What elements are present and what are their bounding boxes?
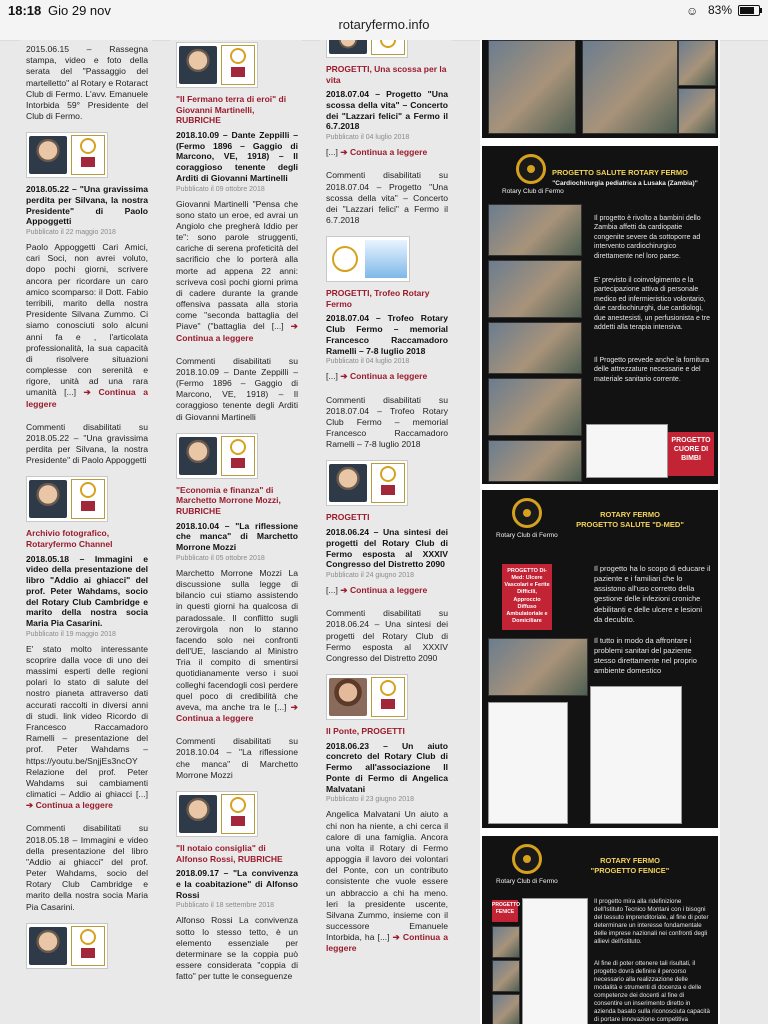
wifi-icon: ☺ bbox=[686, 4, 699, 18]
comments-disabled-note: Commenti disabilitati su 2018.10.09 – Dante Zeppilli – (Fermo 1896 – Gaggio di Marcono, VE, 1918) – Il coraggioso tenente degli Arditi di Giovanni Martinelli bbox=[176, 355, 298, 422]
post-thumbnail[interactable] bbox=[26, 132, 108, 178]
banner-text: Il tutto in modo da affrontare i problemi sanitari del paziente stesso direttamente nel proprio ambiente domestico bbox=[594, 636, 697, 676]
post-excerpt: E' stato molto interessante scoprire dalla voce di uno dei massimi esperti delle regioni polari lo stato di salute del nostro pianeta attraverso dati accurati raccolti in diversi anni di studi. link video Ricordo di Francesco Raccamadoro Ramelli – presentazione del prof. Peter Wahdams – https://youtu.be/SnjjEs3ncOY Relazione del prof. Peter Wahdams sui cambiamenti climatici – Addio ai ghiacci [...] bbox=[26, 643, 148, 800]
author-photo bbox=[329, 464, 367, 502]
post-item bbox=[320, 674, 452, 955]
read-more-link[interactable] bbox=[340, 585, 427, 595]
post-date: Pubblicato il 22 maggio 2018 bbox=[26, 229, 116, 237]
arrow-right-icon: ➔ bbox=[83, 387, 91, 398]
banner-photo bbox=[488, 204, 582, 256]
arrow-right-icon: ➔ bbox=[392, 932, 400, 943]
banner-photo bbox=[488, 40, 576, 134]
post-title[interactable]: 2018.05.18 – Immagini e video della presentazione del libro "Addio ai ghiacci" del prof. Peter Wahdams, socio del Rotary Club Cambridge e marito della nostra socia Maria Pia Casarini. bbox=[26, 553, 148, 629]
banner-photo bbox=[492, 926, 520, 958]
banner-photo bbox=[488, 440, 582, 482]
post-thumbnail[interactable] bbox=[176, 791, 258, 837]
banner-cuore-di-bimbi[interactable] bbox=[482, 146, 718, 484]
rotary-crest-icon bbox=[221, 45, 255, 85]
post-title[interactable]: 2018.05.22 – "Una gravissima perdita per Silvana, la nostra Presidente" di Paolo Appoggetti bbox=[26, 184, 148, 227]
post-title[interactable]: 2018.06.24 – Una sintesi dei progetti del Rotary Club di Fermo esposta al XXXIV Congresso del Distretto 2090 bbox=[326, 527, 448, 570]
banner-title: ROTARY FERMO bbox=[600, 856, 660, 865]
read-more-link[interactable] bbox=[340, 371, 427, 381]
status-bar bbox=[0, 0, 768, 41]
post-date: Pubblicato il 04 luglio 2018 bbox=[326, 134, 410, 142]
post-excerpt: Marchetto Morrone Mozzi La discussione sulla legge di bilancio cui stiamo assistendo in questi giorni ha qualcosa di paradossale. Il conflitto sugli zerovirgola non lo stanno facendo solo nei confronti dell'UE, lasciando al Ministro Tria il compito di smentirsi quotidianamente verso i suoi colleghi facendogli così perdere quel poco di credibilità che aveva, ma anche tra le [...] bbox=[176, 567, 298, 712]
document-flyer bbox=[590, 686, 682, 824]
banner-text: E' previsto il coinvolgimento e la partecipazione attiva di personale medico ed infermieristico volontario, due cardiochirurghi, due cardiologi, due anestesisti, un perfusionista e tre addetti alla terapia intensiva. bbox=[594, 277, 710, 332]
post-date: Pubblicato il 09 ottobre 2018 bbox=[176, 185, 265, 193]
read-more-label[interactable]: Continua a leggere bbox=[326, 932, 449, 954]
post-thumbnail[interactable] bbox=[326, 460, 408, 506]
post-excerpt: [...] bbox=[326, 147, 338, 158]
document-flyer bbox=[488, 702, 568, 824]
post-date: Pubblicato il 19 maggio 2018 bbox=[26, 630, 116, 638]
comments-disabled-note: Commenti disabilitati su 2018.07.04 – Trofeo Rotary Club Fermo – memorial Francesco Raccamadoro Ramelli – 7-8 luglio 2018 bbox=[326, 394, 448, 450]
banner-photo bbox=[678, 88, 716, 134]
banner-text: Il progetto è rivolto a bambini dello Zambia affetti da cardiopatie congenite severe da sottoporre ad intervento cardiochirurgico direttamente nel loro paese. bbox=[594, 215, 701, 260]
post-excerpt: Paolo Appoggetti Cari Amici, cari Soci, non avrei voluto, dopo pochi giorni, scrivere ancora per ricordare un caro amico scomparso: il Dott. Fabio terribili, marito della nostra Presidente Silvana Zummo. Ci siamo conosciuti solo alcuni anni fa e , l'articolata professionalità, la sua capacità di risolvere situazioni complesse con serenità e rigore, unità ad una rara umanità [...] bbox=[26, 242, 148, 398]
post-thumbnail[interactable] bbox=[26, 923, 108, 969]
post-item bbox=[20, 132, 152, 466]
banner-text: Al fine di poter ottenere tali risultati, il progetto dovrà definire il percorso necessario alla realizzazione delle modalità e strumenti di docenza e delle competenze dei docenti al fine di consentire un inserimento diretto in azienda basato sulla riconosciuta capacità di portare innovazione competitiva bbox=[594, 960, 710, 1024]
post-excerpt: 2015.06.15 – Rassegna stampa, video e foto della serata del "Passaggio del martelletto" al Rotary e Rotaract Club di Fermo. L'avv. Emanuele Intorbida 59° Presidente del Club di Fermo. bbox=[26, 44, 148, 122]
banner-d-med[interactable] bbox=[482, 490, 718, 828]
newspaper-clipping bbox=[586, 424, 668, 478]
author-photo bbox=[29, 480, 67, 518]
post-title[interactable]: 2018.10.09 – Dante Zeppilli – (Fermo 1896 – Gaggio di Marcono, VE, 1918) – Il coraggioso tenente degli Arditi di Giovanni Martinelli bbox=[176, 129, 298, 183]
banner-photo bbox=[488, 378, 582, 436]
banner-subtitle: "PROGETTO FENICE" bbox=[590, 866, 670, 875]
read-more-label[interactable]: Continua a leggere bbox=[176, 332, 254, 343]
read-more-label[interactable]: Continua a leggere bbox=[35, 800, 113, 811]
rotary-crest-icon bbox=[71, 479, 105, 519]
arrow-right-icon: ➔ bbox=[290, 321, 298, 332]
post-date: Pubblicato il 23 giugno 2018 bbox=[326, 796, 414, 804]
banner-progetto-fenice[interactable] bbox=[482, 836, 718, 1024]
post-excerpt: Alfonso Rossi La convivenza sotto lo stesso tetto, è un elemento essenziale per determinare se la coppia può essere considerata "coppia di fatto" per tutte le conseguenze bbox=[176, 915, 298, 982]
banner-logo-text: Rotary Club di Fermo bbox=[496, 878, 558, 885]
read-more-label[interactable]: Continua a leggere bbox=[349, 147, 428, 158]
post-category[interactable]: Il Ponte, PROGETTI bbox=[326, 726, 405, 737]
post-category[interactable]: PROGETTI, Una scossa per la vita bbox=[326, 64, 447, 85]
post-item bbox=[170, 42, 302, 423]
post-category[interactable]: "Il Fermano terra di eroi" di Giovanni Martinelli, RUBRICHE bbox=[176, 94, 287, 126]
post-thumbnail[interactable] bbox=[326, 236, 410, 282]
banner-photo bbox=[492, 960, 520, 992]
post-title[interactable]: 2018.07.04 – Trofeo Rotary Club Fermo – memorial Francesco Raccamadoro Ramelli – 7-8 luglio 2018 bbox=[326, 313, 448, 356]
rotary-crest-icon bbox=[71, 135, 105, 175]
trofeo-logo bbox=[365, 240, 407, 278]
author-photo bbox=[29, 927, 67, 965]
post-title[interactable]: 2018.06.23 – Un aiuto concreto del Rotary Club di Fermo all'associazione Il Ponte di Fermo di Angelica Malvatani bbox=[326, 740, 448, 794]
post-category[interactable]: "Economia e finanza" di Marchetto Morrone Mozzi, RUBRICHE bbox=[176, 484, 281, 517]
rotary-wheel-icon bbox=[329, 240, 361, 278]
read-more-link[interactable] bbox=[26, 800, 113, 810]
author-photo bbox=[179, 795, 217, 833]
comments-disabled-note: Commenti disabilitati su 2018.05.18 – Immagini e video della presentazione del libro "Addio ai ghiacci" del prof. Peter Wahdams, socio del Rotary Club Cambridge e marito della nostra socia Maria Pia Casarini. bbox=[26, 823, 148, 912]
arrow-right-icon: ➔ bbox=[340, 371, 348, 382]
author-photo bbox=[329, 678, 367, 716]
post-category[interactable]: PROGETTI bbox=[326, 512, 370, 523]
post-category[interactable]: "Il notaio consiglia" di Alfonso Rossi, RUBRICHE bbox=[176, 842, 283, 864]
banner-title: ROTARY FERMO bbox=[600, 510, 660, 519]
arrow-right-icon: ➔ bbox=[340, 147, 348, 158]
document-flyer bbox=[522, 898, 588, 1024]
post-item bbox=[170, 433, 302, 781]
post-date: Pubblicato il 24 giugno 2018 bbox=[326, 572, 414, 579]
post-excerpt: Angelica Malvatani Un aiuto a chi non ha niente, a chi cerca il calore di una famiglia. Ancora una volta il Rotary di Fermo appoggia il lavoro dei volontari del Ponte, con un contributo consistente che vuole essere un abbraccio a chi ha meno. Ieri la presidente uscente, Silvana Zummo, insieme con il successore Emanuele Intorbida, ha [...] bbox=[326, 809, 448, 943]
post-thumbnail[interactable] bbox=[326, 674, 408, 720]
post-item bbox=[20, 476, 152, 968]
banner-photo-collage[interactable] bbox=[482, 40, 718, 138]
banner-logo-text: Rotary Club di Fermo bbox=[496, 532, 558, 539]
banner-title: PROGETTO SALUTE ROTARY FERMO bbox=[552, 168, 688, 177]
post-item bbox=[320, 460, 452, 664]
status-date: Gio 29 nov bbox=[48, 3, 111, 18]
battery-icon bbox=[738, 5, 760, 16]
post-date: Pubblicato il 18 settembre 2018 bbox=[176, 902, 275, 910]
banner-subtitle: PROGETTO SALUTE "D-MED" bbox=[576, 520, 684, 529]
post-excerpt: [...] bbox=[326, 371, 338, 382]
post-category[interactable]: Archivio fotografico, Rotaryfermo Channel bbox=[26, 528, 113, 550]
read-more-label[interactable]: Continua a leggere bbox=[176, 713, 254, 724]
posts-column-1 bbox=[20, 40, 152, 1024]
post-excerpt: Giovanni Martinelli "Pensa che sono stato un eroe, ed avrai un Angiolo che pregherà Iddio per te": sono parole struggenti, cariche di serena profeticità del sacrificio che lo porterà alla morte ad appena 22 anni: scriveva così pochi giorni prima di cadere durante la grande offensiva passata alla storia come "seconda battaglia del Piave" ("battaglia del [...] bbox=[176, 198, 298, 332]
rotary-crest-icon bbox=[221, 794, 255, 834]
post-excerpt: [...] bbox=[326, 585, 338, 595]
posts-column-2 bbox=[170, 40, 302, 1024]
author-photo bbox=[179, 437, 217, 475]
banner-red-label: PROGETTO CUORE DI BIMBI bbox=[668, 432, 714, 476]
comments-disabled-note: Commenti disabilitati su 2018.10.04 – "La riflessione che manca" di Marchetto Morrone Mozzi bbox=[176, 736, 298, 780]
author-photo bbox=[29, 136, 67, 174]
status-time: 18:18 bbox=[8, 3, 42, 18]
banner-photo bbox=[492, 994, 520, 1024]
post-thumbnail[interactable] bbox=[176, 42, 258, 88]
read-more-label[interactable]: Continua a leggere bbox=[26, 387, 149, 409]
post-title[interactable]: 2018.07.04 – Progetto "Una scossa della vita" – Concerto dei "Lazzari felici" a Fermo il 6.7.2018 bbox=[326, 89, 448, 132]
post-thumbnail[interactable] bbox=[326, 40, 408, 58]
banner-photo bbox=[488, 638, 588, 696]
rotary-crest-icon bbox=[221, 436, 255, 476]
banner-logo-text: Rotary Club di Fermo bbox=[502, 188, 564, 195]
post-thumbnail[interactable] bbox=[26, 476, 108, 522]
rotary-crest-icon bbox=[71, 926, 105, 966]
rotary-crest-icon bbox=[371, 677, 405, 717]
post-thumbnail[interactable] bbox=[176, 433, 258, 479]
banner-photo bbox=[488, 322, 582, 374]
comments-disabled-note: Commenti disabilitati su 2018.06.24 – Una sintesi dei progetti del Rotary Club di Fermo esposta al XXXIV Congresso del Distretto 2090 bbox=[326, 608, 448, 663]
post-category[interactable]: PROGETTI, Trofeo Rotary Fermo bbox=[326, 288, 430, 309]
rotary-crest-icon bbox=[371, 463, 405, 503]
battery-percent: 83% bbox=[708, 3, 733, 17]
comments-disabled-note: Commenti disabilitati su 2018.05.22 – "Una gravissima perdita per Silvana, la nostra Presidente" di Paolo Appoggetti bbox=[26, 421, 148, 466]
post-item bbox=[170, 791, 302, 982]
banner-text: Il progetto ha lo scopo di educare il paziente e i familiari che lo assistono all'uso corretto della gestione delle infezioni croniche debilitanti e delle ulcere e lesioni da decubito. bbox=[594, 564, 711, 624]
banner-red-label: PROGETTO FENICE bbox=[492, 900, 518, 922]
author-photo bbox=[179, 46, 217, 84]
posts-column-3 bbox=[320, 40, 452, 1024]
arrow-right-icon: ➔ bbox=[290, 701, 298, 712]
post-title[interactable]: 2018.09.17 – "La convivenza e la coabitazione" di Alfonso Rossi bbox=[176, 868, 298, 900]
post-date: Pubblicato il 04 luglio 2018 bbox=[326, 358, 410, 366]
sidebar-banners bbox=[480, 40, 720, 1024]
read-more-link[interactable] bbox=[340, 147, 427, 157]
post-title[interactable]: 2018.10.04 – "La riflessione che manca" di Marchetto Morrone Mozzi bbox=[176, 520, 298, 553]
post-item bbox=[320, 40, 452, 226]
arrow-right-icon: ➔ bbox=[340, 585, 348, 595]
read-more-label[interactable]: Continua a leggere bbox=[349, 371, 428, 382]
author-photo bbox=[329, 40, 367, 54]
read-more-label[interactable]: Continua a leggere bbox=[349, 585, 428, 595]
banner-text: Il Progetto prevede anche la fornitura delle attrezzature necessarie e del materiale sanitario corrente. bbox=[594, 357, 710, 383]
banner-text: Il progetto mira alla ridefinizione dell'Istituto Tecnico Montani con i bisogni del tessuto imprenditoriale, al fine di poter determinare un interesse fondamentale delle imprese nazionali nei confronti degli allievi dell'istituto. bbox=[594, 898, 709, 946]
arrow-right-icon: ➔ bbox=[26, 800, 34, 811]
address-bar-url[interactable]: rotaryfermo.info bbox=[338, 17, 430, 32]
comments-disabled-note: Commenti disabilitati su 2018.07.04 – Progetto "Una scossa della vita" – Concerto dei "Lazzari felici" a Fermo il 6.7.2018 bbox=[326, 170, 448, 226]
post-date: Pubblicato il 05 ottobre 2018 bbox=[176, 554, 265, 562]
banner-photo bbox=[678, 40, 716, 86]
banner-photo bbox=[582, 40, 678, 134]
banner-photo bbox=[488, 260, 582, 318]
banner-subtitle: "Cardiochirurgia pediatrica a Lusaka (Zambia)" bbox=[552, 180, 698, 187]
rotary-crest-icon bbox=[371, 40, 405, 55]
banner-red-label: PROGETTO Di-Med: Ulcere Vascolari e Ferite Difficili, Approccio Diffuso Ambulatoriale e Domiciliare bbox=[502, 564, 552, 630]
post-item bbox=[320, 236, 452, 450]
